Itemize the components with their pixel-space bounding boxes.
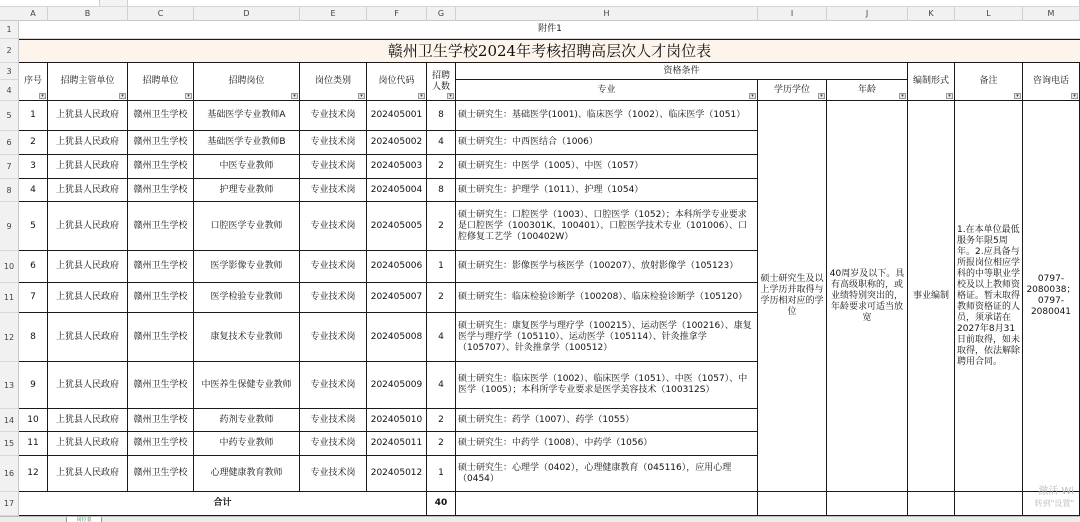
code-text: 202405012: [370, 468, 423, 478]
cell-count[interactable]: [427, 283, 456, 313]
cell-seq[interactable]: [19, 409, 48, 432]
cell-unit[interactable]: [128, 409, 194, 432]
dept-text: 上犹县人民政府: [55, 161, 119, 171]
column-header-K[interactable]: K: [908, 7, 955, 21]
cell-post[interactable]: [194, 362, 300, 409]
category-text: 专业技术岗: [310, 438, 356, 448]
dept-text: 上犹县人民政府: [55, 414, 119, 425]
header-degree[interactable]: 学历学位 ▾: [758, 80, 827, 101]
dept-text: 上犹县人民政府: [55, 261, 119, 271]
cell-code[interactable]: [367, 409, 427, 432]
cell-code[interactable]: [367, 313, 427, 362]
major-text: 硕士研究生：药学（1007）、药学（1055）: [458, 414, 635, 425]
activation-watermark: 激活 Wi 转到"设置": [1034, 486, 1074, 508]
remarks-cell[interactable]: 1.在本单位最低服务年限5周年。2.应具备与所报岗位相应学科的中等职业学校及以上教师资格证。暂未取得教师资格证的人员，须承诺在2027年8月31日前取得，如未取得，依法解除聘用合同。: [955, 101, 1023, 492]
cell-category[interactable]: [300, 283, 367, 313]
cell-dept[interactable]: [48, 283, 128, 313]
code-text: 202405011: [370, 438, 423, 448]
phone-cell[interactable]: 0797-2080038；0797-2080041: [1023, 101, 1080, 492]
sheet-title[interactable]: 赣州卫生学校2024年考核招聘高层次人才岗位表: [19, 39, 1080, 63]
filter-dropdown-icon[interactable]: ▾: [185, 93, 192, 99]
unit-text: 赣州卫生学校: [133, 292, 188, 302]
category-text: 专业技术岗: [310, 137, 356, 147]
post-text: 基础医学专业教师A: [207, 110, 286, 120]
column-header-M[interactable]: M: [1023, 7, 1080, 21]
row-header-15[interactable]: 15: [0, 432, 19, 456]
count-text: 2: [438, 414, 444, 425]
filter-dropdown-icon[interactable]: ▾: [1014, 93, 1021, 99]
post-text: 药剂专业教师: [219, 414, 274, 425]
major-text: 硕士研究生：康复医学与理疗学（100215）、运动医学（100216）、康复医学与理疗学（105110）、运动医学（105114）、针灸推拿学（105707）、针灸推拿学（100512）: [458, 320, 752, 353]
cell-major[interactable]: [456, 202, 758, 251]
cell-dept[interactable]: [48, 101, 128, 131]
post-text: 心理健康教育教师: [210, 468, 283, 478]
cell-category[interactable]: [300, 202, 367, 251]
header-unit[interactable]: 招聘单位 ▾: [128, 63, 194, 101]
cell-post[interactable]: [194, 251, 300, 283]
count-text: 8: [438, 110, 444, 120]
cell-unit[interactable]: [128, 179, 194, 202]
code-text: 202405001: [370, 110, 423, 120]
total-remarks-empty[interactable]: [955, 492, 1023, 516]
unit-text: 赣州卫生学校: [133, 184, 188, 195]
post-text: 护理专业教师: [219, 184, 274, 195]
seq-text: 11: [27, 438, 39, 448]
category-text: 专业技术岗: [310, 414, 356, 425]
code-text: 202405002: [370, 137, 423, 147]
major-text: 硕士研究生：基础医学(1001)、临床医学（1002）、临床医学（1051）: [458, 110, 746, 120]
cell-unit[interactable]: [128, 313, 194, 362]
post-text: 医学检验专业教师: [210, 292, 283, 302]
major-text: 硕士研究生：中医学（1005）、中医（1057）: [458, 161, 644, 171]
post-text: 基础医学专业教师B: [207, 137, 286, 147]
cell-category[interactable]: [300, 101, 367, 131]
cell-seq[interactable]: [19, 362, 48, 409]
post-text: 中医养生保健专业教师: [201, 379, 292, 390]
count-text: 2: [438, 220, 444, 231]
major-text: 硕士研究生：中药学（1008）、中药学（1056）: [458, 438, 653, 448]
column-header-A[interactable]: A: [19, 7, 48, 21]
cell-dept[interactable]: [48, 313, 128, 362]
row-header-1[interactable]: 1: [0, 21, 19, 39]
unit-text: 赣州卫生学校: [133, 438, 188, 448]
total-major-empty[interactable]: [456, 492, 758, 516]
row-header-12[interactable]: 12: [0, 313, 19, 362]
dept-text: 上犹县人民政府: [55, 292, 119, 302]
cell-dept[interactable]: [48, 179, 128, 202]
cell-seq[interactable]: [19, 456, 48, 492]
row-header-7[interactable]: 7: [0, 155, 19, 179]
cell-unit[interactable]: [128, 362, 194, 409]
row-header-10[interactable]: 10: [0, 251, 19, 283]
row-header-8[interactable]: 8: [0, 179, 19, 202]
filter-dropdown-icon[interactable]: ▾: [946, 93, 953, 99]
filter-dropdown-icon[interactable]: ▾: [899, 93, 906, 99]
seq-text: 7: [30, 292, 36, 302]
code-text: 202405010: [370, 414, 423, 425]
major-text: 硕士研究生：临床检验诊断学（100208）、临床检验诊断学（105120）: [458, 292, 748, 302]
cell-dept[interactable]: [48, 432, 128, 456]
sheet-tab-bar: [0, 516, 1080, 522]
cell-code[interactable]: [367, 251, 427, 283]
header-age[interactable]: 年龄 ▾: [827, 80, 908, 101]
column-header-C[interactable]: C: [128, 7, 194, 21]
seq-text: 9: [30, 379, 36, 390]
major-text: 硕士研究生：影像医学与核医学（100207）、放射影像学（105123）: [458, 261, 739, 271]
cell-unit[interactable]: [128, 251, 194, 283]
cell-major[interactable]: [456, 179, 758, 202]
count-text: 2: [438, 292, 444, 302]
column-header-J[interactable]: J: [827, 7, 908, 21]
post-text: 中医专业教师: [219, 161, 274, 171]
column-header-F[interactable]: F: [367, 7, 427, 21]
unit-text: 赣州卫生学校: [133, 331, 188, 342]
column-headers: [0, 7, 1080, 21]
cell-seq[interactable]: [19, 313, 48, 362]
toolbar-strip: [0, 0, 1080, 7]
header-count[interactable]: 招聘人数 ▾: [427, 63, 456, 101]
cell-dept[interactable]: [48, 362, 128, 409]
cell-count[interactable]: [427, 251, 456, 283]
cell-seq[interactable]: [19, 179, 48, 202]
count-text: 4: [438, 379, 444, 390]
degree-requirement[interactable]: 硕士研究生及以上学历并取得与学历相对应的学位: [758, 101, 827, 492]
cell-count[interactable]: [427, 456, 456, 492]
dept-text: 上犹县人民政府: [55, 379, 119, 390]
column-header-L[interactable]: L: [955, 7, 1023, 21]
dept-text: 上犹县人民政府: [55, 110, 119, 120]
cell-dept[interactable]: [48, 131, 128, 155]
count-text: 1: [438, 261, 444, 271]
filter-dropdown-icon[interactable]: ▾: [818, 93, 825, 99]
cell-dept[interactable]: [48, 251, 128, 283]
cell-post[interactable]: [194, 101, 300, 131]
cell-unit[interactable]: [128, 432, 194, 456]
filter-dropdown-icon[interactable]: ▾: [39, 93, 46, 99]
filter-dropdown-icon[interactable]: ▾: [418, 93, 425, 99]
cell-count[interactable]: [427, 131, 456, 155]
row-header-13[interactable]: 13: [0, 362, 19, 409]
cell-count[interactable]: [427, 155, 456, 179]
column-header-G[interactable]: G: [427, 7, 456, 21]
unit-text: 赣州卫生学校: [133, 220, 188, 231]
cell-dept[interactable]: [48, 155, 128, 179]
staffing-type[interactable]: 事业编制: [908, 101, 955, 492]
dept-text: 上犹县人民政府: [55, 468, 119, 478]
attachment-label[interactable]: 附件1: [19, 21, 1080, 39]
cell-category[interactable]: [300, 131, 367, 155]
post-text: 中药专业教师: [219, 438, 274, 448]
count-text: 1: [438, 468, 444, 478]
post-text: 康复技术专业教师: [210, 331, 283, 342]
cell-code[interactable]: [367, 283, 427, 313]
filter-dropdown-icon[interactable]: ▾: [291, 93, 298, 99]
cell-unit[interactable]: [128, 131, 194, 155]
header-code[interactable]: 岗位代码 ▾: [367, 63, 427, 101]
cell-major[interactable]: [456, 251, 758, 283]
unit-text: 赣州卫生学校: [133, 161, 188, 171]
cell-post[interactable]: [194, 456, 300, 492]
code-text: 202405004: [370, 184, 423, 195]
cell-seq[interactable]: [19, 131, 48, 155]
category-text: 专业技术岗: [310, 331, 356, 342]
header-major[interactable]: 专业 ▾: [456, 80, 758, 101]
unit-text: 赣州卫生学校: [133, 137, 188, 147]
cell-post[interactable]: [194, 283, 300, 313]
cell-seq[interactable]: [19, 432, 48, 456]
category-text: 专业技术岗: [310, 220, 356, 231]
category-text: 专业技术岗: [310, 184, 356, 195]
row-header-11[interactable]: 11: [0, 283, 19, 313]
cell-count[interactable]: [427, 409, 456, 432]
cell-dept[interactable]: [48, 409, 128, 432]
cell-code[interactable]: [367, 432, 427, 456]
major-text: 硕士研究生：口腔医学（1003）、口腔医学（1052）；本科所学专业要求是口腔医学（100301K、100401）、口腔医学技术专业（101006）、口腔修复工艺学（100402W）: [458, 209, 747, 242]
cell-count[interactable]: [427, 179, 456, 202]
cell-category[interactable]: [300, 251, 367, 283]
unit-text: 赣州卫生学校: [133, 379, 188, 390]
cell-unit[interactable]: [128, 202, 194, 251]
header-dept[interactable]: 招聘主管单位 ▾: [48, 63, 128, 101]
filter-dropdown-icon[interactable]: ▾: [358, 93, 365, 99]
code-text: 202405006: [370, 261, 423, 271]
unit-text: 赣州卫生学校: [133, 261, 188, 271]
row-header-17[interactable]: 17: [0, 492, 19, 516]
cell-category[interactable]: [300, 179, 367, 202]
cell-major[interactable]: [456, 155, 758, 179]
total-age-empty[interactable]: [827, 492, 908, 516]
cell-major[interactable]: [456, 456, 758, 492]
cell-major[interactable]: [456, 362, 758, 409]
column-header-B[interactable]: B: [48, 7, 128, 21]
header-staffing[interactable]: 编制形式 ▾: [908, 63, 955, 101]
column-header-E[interactable]: E: [300, 7, 367, 21]
category-text: 专业技术岗: [310, 161, 356, 171]
post-text: 口腔医学专业教师: [210, 220, 283, 231]
cell-code[interactable]: [367, 179, 427, 202]
dept-text: 上犹县人民政府: [55, 331, 119, 342]
cell-category[interactable]: [300, 313, 367, 362]
cell-code[interactable]: [367, 155, 427, 179]
major-text: 硕士研究生：临床医学（1002）、临床医学（1051）、中医（1057）、中医学（1005）；本科所学专业要求是医学美容技术（100312S）: [458, 374, 748, 395]
count-text: 8: [438, 184, 444, 195]
column-header-H[interactable]: H: [456, 7, 758, 21]
cell-post[interactable]: [194, 409, 300, 432]
cell-code[interactable]: [367, 101, 427, 131]
sheet-tab-active[interactable]: 岗位表: [66, 517, 102, 522]
cell-seq[interactable]: [19, 155, 48, 179]
formula-controls[interactable]: [100, 0, 128, 6]
row-header-5[interactable]: 5: [0, 101, 19, 131]
total-count[interactable]: 40: [427, 492, 456, 516]
cell-count[interactable]: [427, 202, 456, 251]
major-text: 硕士研究生：中西医结合（1006）: [458, 137, 598, 147]
major-text: 硕士研究生：心理学（0402），心理健康教育（045116），应用心理（0454）: [458, 462, 732, 484]
code-text: 202405003: [370, 161, 423, 171]
header-phone[interactable]: 咨询电话 ▾: [1023, 63, 1080, 101]
count-text: 2: [438, 438, 444, 448]
seq-text: 4: [30, 184, 36, 195]
cell-major[interactable]: [456, 313, 758, 362]
total-label[interactable]: 合计: [19, 492, 427, 516]
cell-category[interactable]: [300, 155, 367, 179]
category-text: 专业技术岗: [310, 468, 356, 478]
cell-unit[interactable]: [128, 101, 194, 131]
header-category[interactable]: 岗位类别 ▾: [300, 63, 367, 101]
seq-text: 1: [30, 110, 36, 120]
major-text: 硕士研究生：护理学（1011）、护理（1054）: [458, 184, 644, 195]
unit-text: 赣州卫生学校: [133, 414, 188, 425]
cell-post[interactable]: [194, 131, 300, 155]
row-header-9[interactable]: 9: [0, 202, 19, 251]
cell-dept[interactable]: [48, 456, 128, 492]
column-header-D[interactable]: D: [194, 7, 300, 21]
cell-category[interactable]: [300, 362, 367, 409]
cell-unit[interactable]: [128, 155, 194, 179]
count-text: 4: [438, 331, 444, 342]
cell-post[interactable]: [194, 179, 300, 202]
category-text: 专业技术岗: [310, 110, 356, 120]
code-text: 202405009: [370, 379, 423, 390]
seq-text: 12: [27, 468, 39, 478]
cell-count[interactable]: [427, 362, 456, 409]
filter-dropdown-icon[interactable]: ▾: [447, 93, 454, 99]
category-text: 专业技术岗: [310, 261, 356, 271]
filter-dropdown-icon[interactable]: ▾: [119, 93, 126, 99]
row-header-4[interactable]: 4: [0, 80, 19, 101]
cell-post[interactable]: [194, 202, 300, 251]
cell-major[interactable]: [456, 409, 758, 432]
code-text: 202405007: [370, 292, 423, 302]
cell-count[interactable]: [427, 432, 456, 456]
cell-seq[interactable]: [19, 283, 48, 313]
seq-text: 6: [30, 261, 36, 271]
cell-major[interactable]: [456, 283, 758, 313]
cell-post[interactable]: [194, 155, 300, 179]
row-header-14[interactable]: 14: [0, 409, 19, 432]
code-text: 202405005: [370, 220, 423, 231]
header-seq[interactable]: 序号 ▾: [19, 63, 48, 101]
seq-text: 10: [27, 414, 39, 425]
cell-category[interactable]: [300, 432, 367, 456]
count-text: 4: [438, 137, 444, 147]
unit-text: 赣州卫生学校: [133, 468, 188, 478]
seq-text: 2: [30, 137, 36, 147]
header-qualifications[interactable]: 资格条件: [456, 63, 908, 80]
cell-unit[interactable]: [128, 456, 194, 492]
row-header-2[interactable]: 2: [0, 39, 19, 63]
header-post[interactable]: 招聘岗位 ▾: [194, 63, 300, 101]
name-box[interactable]: [0, 0, 100, 6]
post-text: 医学影像专业教师: [210, 261, 283, 271]
code-text: 202405008: [370, 331, 423, 342]
filter-dropdown-icon[interactable]: ▾: [749, 93, 756, 99]
cell-count[interactable]: [427, 101, 456, 131]
cell-seq[interactable]: [19, 101, 48, 131]
total-staffing-empty[interactable]: [908, 492, 955, 516]
cell-code[interactable]: [367, 131, 427, 155]
cell-post[interactable]: [194, 432, 300, 456]
cell-category[interactable]: [300, 409, 367, 432]
cell-code[interactable]: [367, 362, 427, 409]
column-header-I[interactable]: I: [758, 7, 827, 21]
cell-post[interactable]: [194, 313, 300, 362]
cell-seq[interactable]: [19, 251, 48, 283]
age-requirement[interactable]: 40周岁及以下。具有高级职称的，或业绩特别突出的，年龄要求可适当放宽: [827, 101, 908, 492]
cell-major[interactable]: [456, 131, 758, 155]
count-text: 2: [438, 161, 444, 171]
dept-text: 上犹县人民政府: [55, 438, 119, 448]
unit-text: 赣州卫生学校: [133, 110, 188, 120]
header-remarks[interactable]: 备注 ▾: [955, 63, 1023, 101]
cell-count[interactable]: [427, 313, 456, 362]
cell-major[interactable]: [456, 432, 758, 456]
cell-code[interactable]: [367, 202, 427, 251]
row-header-6[interactable]: 6: [0, 131, 19, 155]
category-text: 专业技术岗: [310, 379, 356, 390]
dept-text: 上犹县人民政府: [55, 184, 119, 195]
seq-text: 8: [30, 331, 36, 342]
total-degree-empty[interactable]: [758, 492, 827, 516]
seq-text: 3: [30, 161, 36, 171]
cell-code[interactable]: [367, 456, 427, 492]
row-header-16[interactable]: 16: [0, 456, 19, 492]
cell-seq[interactable]: [19, 202, 48, 251]
cell-unit[interactable]: [128, 283, 194, 313]
formula-bar[interactable]: [128, 0, 1080, 6]
dept-text: 上犹县人民政府: [55, 137, 119, 147]
row-header-3[interactable]: 3: [0, 63, 19, 80]
dept-text: 上犹县人民政府: [55, 220, 119, 231]
filter-dropdown-icon[interactable]: ▾: [1071, 93, 1078, 99]
cell-category[interactable]: [300, 456, 367, 492]
cell-dept[interactable]: [48, 202, 128, 251]
cell-major[interactable]: [456, 101, 758, 131]
seq-text: 5: [30, 220, 36, 231]
category-text: 专业技术岗: [310, 292, 356, 302]
